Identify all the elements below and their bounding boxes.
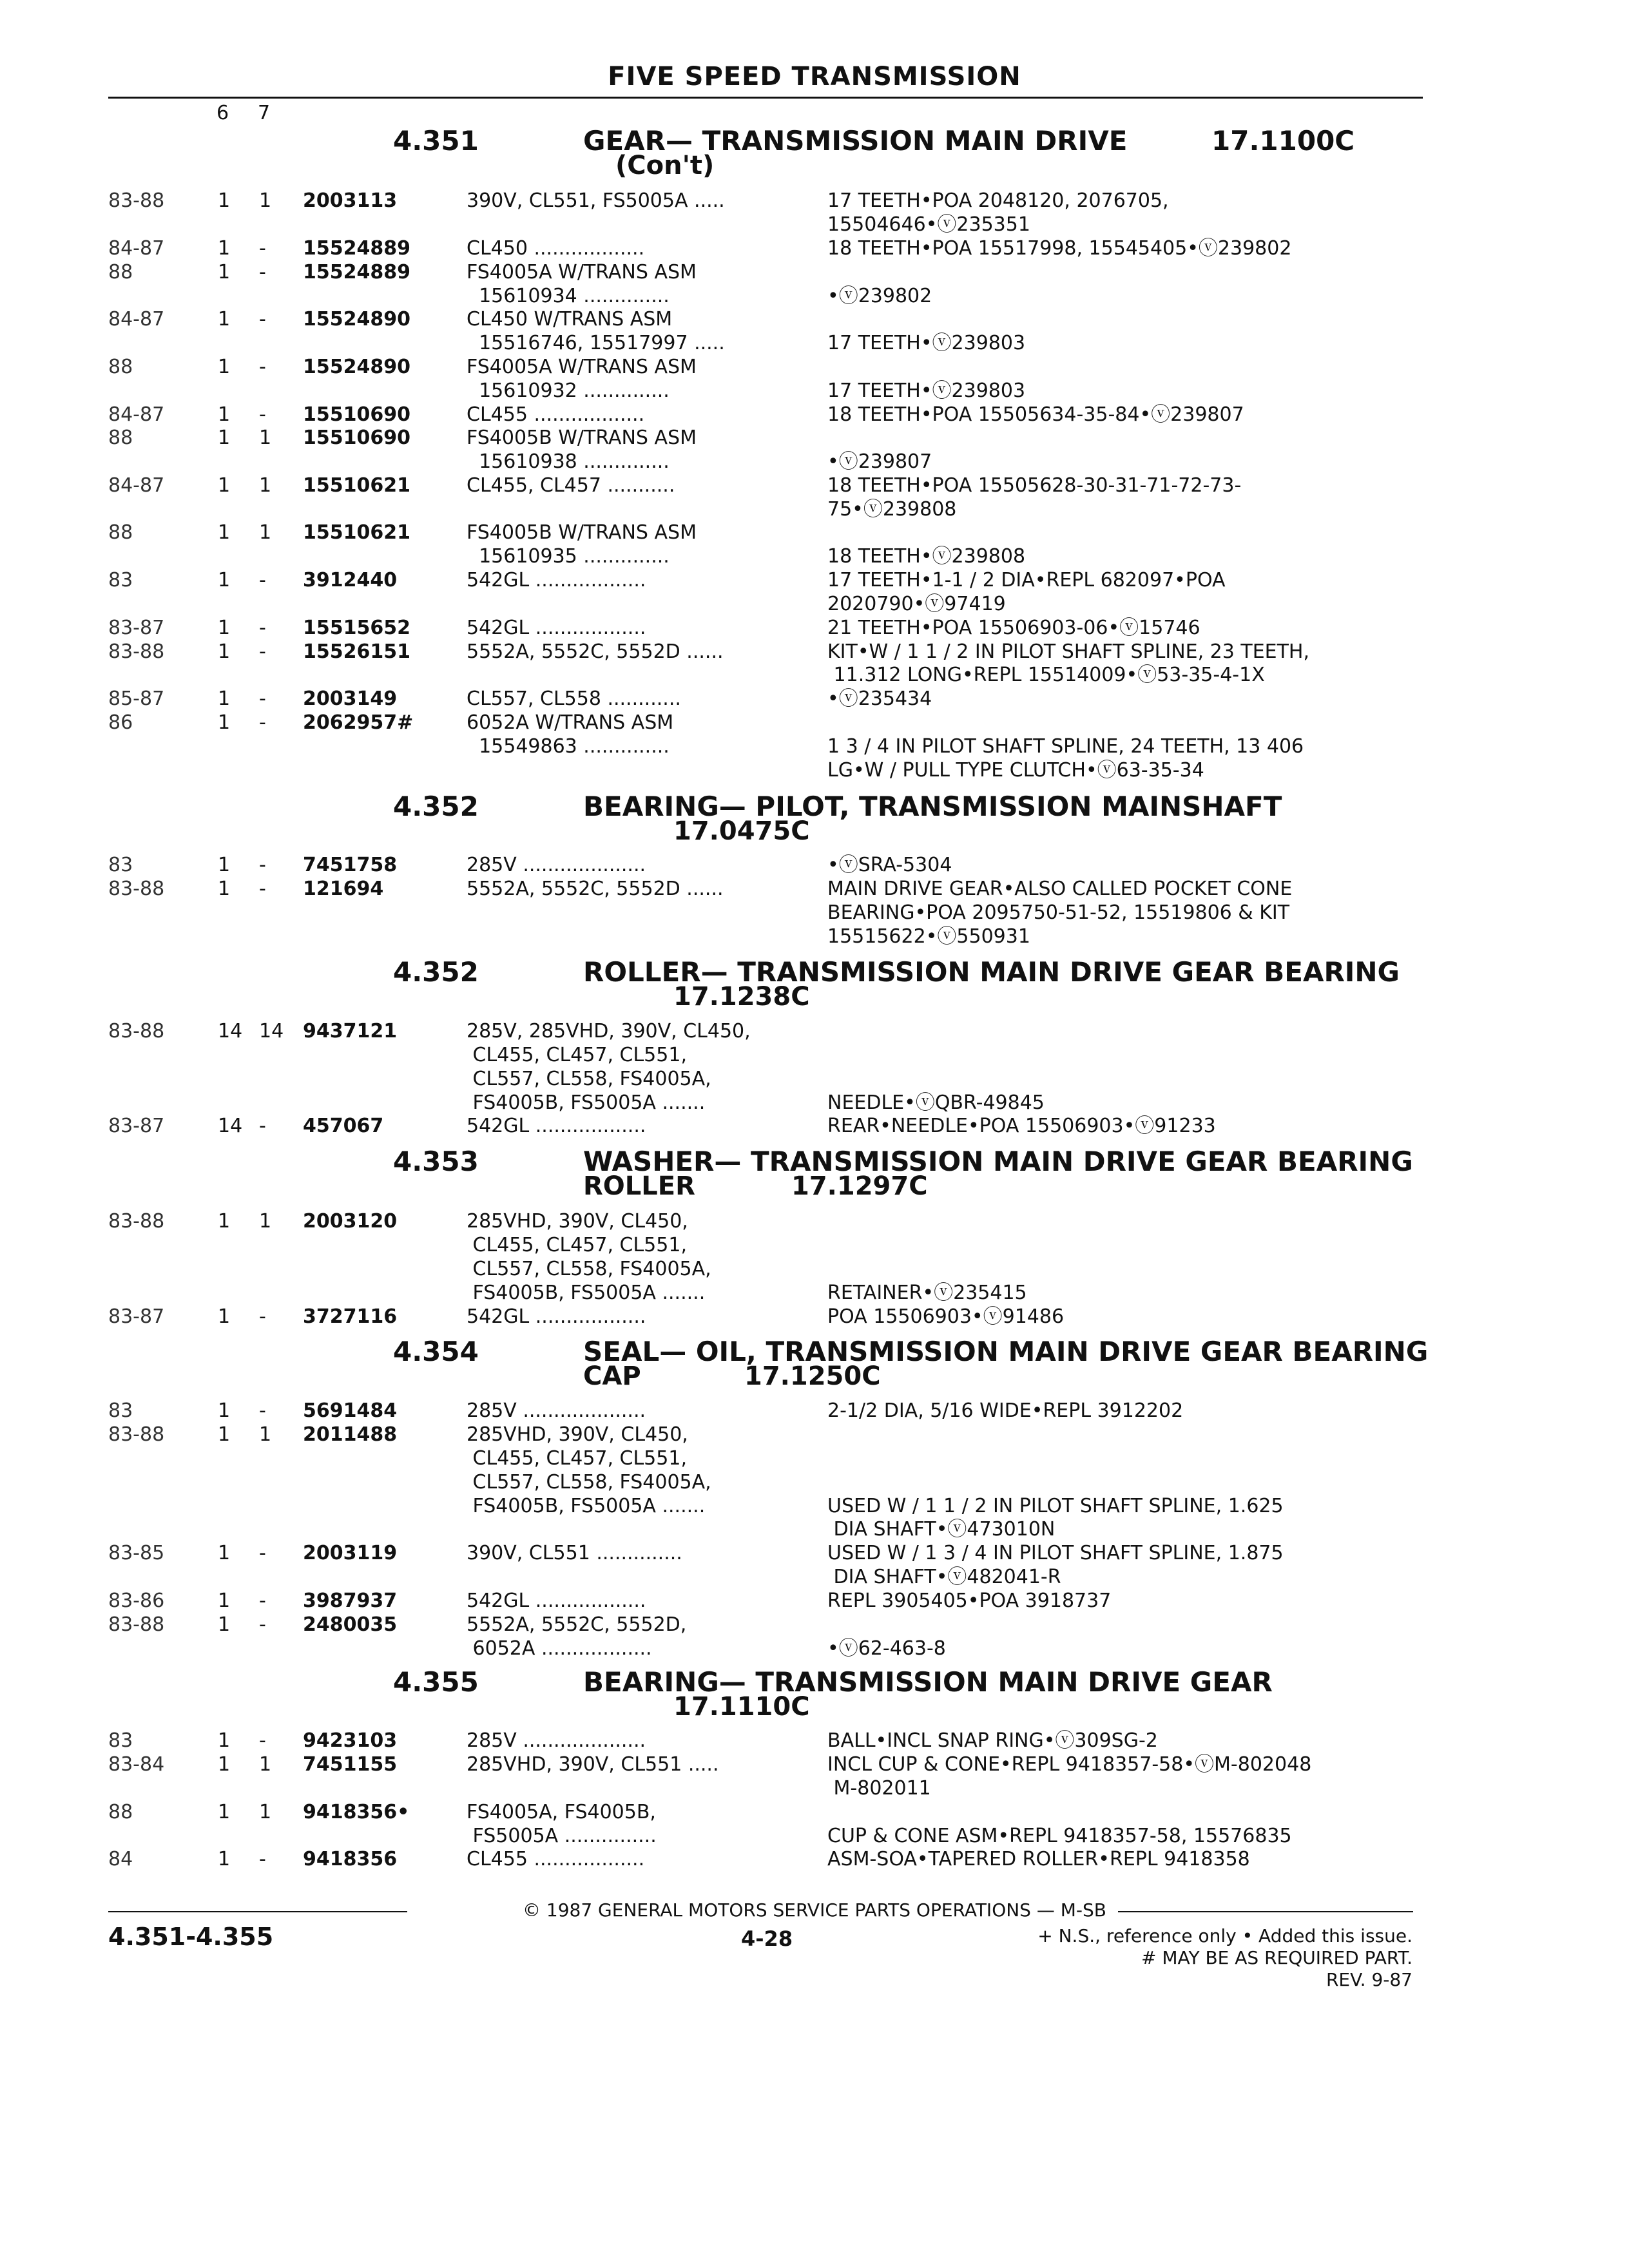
qty-col-6: 1 — [218, 1399, 231, 1422]
section-number: 4.354 — [393, 1336, 479, 1367]
application: 285VHD, 390V, CL450, — [467, 1210, 688, 1233]
qty-col-6: 1 — [218, 521, 231, 544]
qty-col-6: 1 — [218, 1305, 231, 1328]
application: CL450 W/TRANS ASM — [467, 308, 673, 331]
application: FS4005A W/TRANS ASM — [467, 356, 697, 378]
description: 17 TEETH•POA 2048120, 2076705, — [827, 189, 1169, 212]
application: CL557, CL558 ............ — [467, 687, 681, 710]
qty-col-7: - — [259, 687, 266, 710]
application: 15516746, 15517997 ..... — [467, 332, 725, 354]
application: 5552A, 5552C, 5552D, — [467, 1613, 687, 1636]
qty-col-6: 1 — [218, 1210, 231, 1233]
description: 2020790•ⓥ97419 — [827, 593, 1006, 615]
description: •ⓥ235434 — [827, 687, 932, 710]
model-years: 83-88 — [108, 878, 165, 900]
part-number: 15510690 — [303, 403, 410, 426]
qty-col-6: 1 — [218, 1801, 231, 1823]
qty-col-7: - — [259, 308, 266, 331]
description: LG•W / PULL TYPE CLUTCH•ⓥ63-35-34 — [827, 759, 1204, 782]
model-years: 83-88 — [108, 640, 165, 663]
description: DIA SHAFT•ⓥ473010N — [827, 1518, 1055, 1541]
description: 2-1/2 DIA, 5/16 WIDE•REPL 3912202 — [827, 1399, 1184, 1422]
model-years: 83-88 — [108, 1020, 165, 1043]
column-6-label: 6 — [217, 102, 229, 124]
model-years: 84-87 — [108, 237, 165, 260]
description: USED W / 1 3 / 4 IN PILOT SHAFT SPLINE, 1.875 — [827, 1542, 1284, 1564]
qty-col-7: 1 — [259, 521, 272, 544]
qty-col-7: 1 — [259, 1801, 272, 1823]
section-title: ROLLER— TRANSMISSION MAIN DRIVE GEAR BEARING — [583, 956, 1400, 988]
qty-col-6: 1 — [218, 687, 231, 710]
page-title: FIVE SPEED TRANSMISSION — [608, 62, 1021, 91]
part-number: 7451155 — [303, 1753, 398, 1776]
qty-col-7: - — [259, 1542, 266, 1564]
model-years: 83 — [108, 1729, 133, 1752]
part-number: 7451758 — [303, 854, 398, 876]
application: CL455, CL457, CL551, — [467, 1234, 687, 1256]
section-header — [0, 1666, 1629, 1738]
description: 11.312 LONG•REPL 15514009•ⓥ53-35-4-1X — [827, 664, 1265, 686]
description: 15515622•ⓥ550931 — [827, 925, 1030, 948]
header-rule — [108, 97, 1423, 99]
description: 18 TEETH•ⓥ239808 — [827, 545, 1026, 568]
part-number: 15524890 — [303, 308, 410, 331]
model-years: 88 — [108, 1801, 133, 1823]
revision: REV. 9-87 — [1325, 1969, 1412, 1990]
model-years: 84-87 — [108, 403, 165, 426]
application: 15610934 .............. — [467, 285, 670, 307]
qty-col-7: - — [259, 1613, 266, 1636]
application: 390V, CL551 .............. — [467, 1542, 682, 1564]
part-number: 3912440 — [303, 569, 398, 591]
qty-col-6: 14 — [218, 1115, 243, 1137]
application: 542GL .................. — [467, 617, 646, 639]
description: BALL•INCL SNAP RING•ⓥ309SG-2 — [827, 1729, 1158, 1752]
application: CL455 .................. — [467, 1848, 645, 1870]
description: 18 TEETH•POA 15505634-35-84•ⓥ239807 — [827, 403, 1244, 426]
application: 5552A, 5552C, 5552D ...... — [467, 640, 724, 663]
application: 285V, 285VHD, 390V, CL450, — [467, 1020, 751, 1043]
qty-col-7: - — [259, 1848, 266, 1870]
model-years: 83-84 — [108, 1753, 165, 1776]
section-number: 4.355 — [393, 1666, 479, 1698]
application: CL450 .................. — [467, 237, 645, 260]
description: M-802011 — [827, 1777, 931, 1800]
application: CL557, CL558, FS4005A, — [467, 1258, 711, 1280]
section-header — [0, 1146, 1629, 1218]
qty-col-6: 1 — [218, 427, 231, 449]
description: INCL CUP & CONE•REPL 9418357-58•ⓥM-802048 — [827, 1753, 1312, 1776]
application: CL557, CL558, FS4005A, — [467, 1068, 711, 1090]
qty-col-6: 1 — [218, 474, 231, 497]
application: 285V .................... — [467, 854, 646, 876]
model-years: 83-88 — [108, 1613, 165, 1636]
part-number: 15524889 — [303, 237, 410, 260]
part-number: 15524889 — [303, 261, 410, 284]
model-years: 84 — [108, 1848, 133, 1870]
application: CL557, CL558, FS4005A, — [467, 1471, 711, 1494]
model-years: 83-87 — [108, 1305, 165, 1328]
qty-col-6: 1 — [218, 1542, 231, 1564]
qty-col-6: 1 — [218, 1729, 231, 1752]
part-number: 15510621 — [303, 521, 410, 544]
description: REPL 3905405•POA 3918737 — [827, 1590, 1112, 1612]
description: •ⓥSRA-5304 — [827, 854, 952, 876]
part-number: 15510690 — [303, 427, 410, 449]
qty-col-6: 14 — [218, 1020, 243, 1043]
section-title: WASHER— TRANSMISSION MAIN DRIVE GEAR BEARING — [583, 1146, 1413, 1177]
model-years: 83-86 — [108, 1590, 165, 1612]
part-number: 2480035 — [303, 1613, 398, 1636]
application: 285VHD, 390V, CL551 ..... — [467, 1753, 719, 1776]
application: CL455, CL457, CL551, — [467, 1447, 687, 1470]
qty-col-7: - — [259, 1305, 266, 1328]
section-code: 17.1100C — [1211, 125, 1355, 157]
section-header — [0, 1336, 1629, 1408]
model-years: 83-87 — [108, 1115, 165, 1137]
part-number: 9423103 — [303, 1729, 398, 1752]
qty-col-6: 1 — [218, 1848, 231, 1870]
page-number: 4-28 — [741, 1927, 793, 1951]
description: 21 TEETH•POA 15506903-06•ⓥ15746 — [827, 617, 1200, 639]
qty-col-7: - — [259, 1729, 266, 1752]
application: 6052A W/TRANS ASM — [467, 711, 674, 734]
part-number: 121694 — [303, 878, 384, 900]
section-number: 4.352 — [393, 791, 479, 822]
description: •ⓥ62-463-8 — [827, 1637, 946, 1660]
section-code: 17.1238C — [673, 982, 810, 1012]
qty-col-7: 1 — [259, 427, 272, 449]
column-7-label: 7 — [258, 102, 271, 124]
section-title: SEAL— OIL, TRANSMISSION MAIN DRIVE GEAR BEARING — [583, 1336, 1429, 1367]
application: FS4005B, FS5005A ....... — [467, 1495, 706, 1517]
description: KIT•W / 1 1 / 2 IN PILOT SHAFT SPLINE, 23 TEETH, — [827, 640, 1310, 663]
part-number: 9418356• — [303, 1801, 410, 1823]
description: 1 3 / 4 IN PILOT SHAFT SPLINE, 24 TEETH, 13 406 — [827, 735, 1304, 758]
application: CL455, CL457, CL551, — [467, 1044, 687, 1066]
footnote-ns: + N.S., reference only • Added this issue. — [1037, 1925, 1412, 1946]
part-number: 9418356 — [303, 1848, 398, 1870]
application: 5552A, 5552C, 5552D ...... — [467, 878, 724, 900]
description: 15504646•ⓥ235351 — [827, 213, 1030, 236]
part-number: 2062957# — [303, 711, 414, 734]
qty-col-6: 1 — [218, 403, 231, 426]
application: FS4005B W/TRANS ASM — [467, 521, 697, 544]
part-number: 2003113 — [303, 189, 398, 212]
section-header — [0, 791, 1629, 863]
application: FS4005B, FS5005A ....... — [467, 1091, 706, 1114]
application: 285VHD, 390V, CL450, — [467, 1423, 688, 1446]
qty-col-7: 1 — [259, 1423, 272, 1446]
qty-col-7: - — [259, 569, 266, 591]
qty-col-6: 1 — [218, 640, 231, 663]
application: FS4005A W/TRANS ASM — [467, 261, 697, 284]
model-years: 88 — [108, 521, 133, 544]
qty-col-7: 1 — [259, 189, 272, 212]
application: 15610932 .............. — [467, 380, 670, 402]
qty-col-7: - — [259, 237, 266, 260]
model-years: 88 — [108, 261, 133, 284]
section-title: GEAR— TRANSMISSION MAIN DRIVE — [583, 125, 1128, 157]
section-code: 17.1110C — [673, 1692, 810, 1722]
qty-col-7: - — [259, 1399, 266, 1422]
description: RETAINER•ⓥ235415 — [827, 1282, 1027, 1304]
section-code: 17.1250C — [744, 1361, 881, 1391]
application: CL455, CL457 ........... — [467, 474, 675, 497]
qty-col-6: 1 — [218, 878, 231, 900]
description: NEEDLE•ⓥQBR-49845 — [827, 1091, 1045, 1114]
model-years: 85-87 — [108, 687, 165, 710]
qty-col-6: 1 — [218, 854, 231, 876]
application: FS4005A, FS4005B, — [467, 1801, 656, 1823]
section-number: 4.351 — [393, 125, 479, 157]
application: 15610935 .............. — [467, 545, 670, 568]
qty-col-7: - — [259, 878, 266, 900]
part-number: 15510621 — [303, 474, 410, 497]
qty-col-6: 1 — [218, 237, 231, 260]
footnote-required: # MAY BE AS REQUIRED PART. — [1141, 1947, 1412, 1968]
qty-col-7: - — [259, 403, 266, 426]
section-header — [0, 956, 1629, 1028]
qty-col-6: 1 — [218, 189, 231, 212]
application: 6052A .................. — [467, 1637, 652, 1660]
model-years: 83 — [108, 1399, 133, 1422]
section-code: 17.0475C — [673, 816, 810, 846]
part-number: 5691484 — [303, 1399, 398, 1422]
description: USED W / 1 1 / 2 IN PILOT SHAFT SPLINE, 1.625 — [827, 1495, 1284, 1517]
section-subtitle: ROLLER — [583, 1171, 695, 1201]
qty-col-6: 1 — [218, 261, 231, 284]
part-number: 457067 — [303, 1115, 384, 1137]
qty-col-6: 1 — [218, 711, 231, 734]
application: 285V .................... — [467, 1399, 646, 1422]
application: 542GL .................. — [467, 1590, 646, 1612]
qty-col-7: - — [259, 617, 266, 639]
description: MAIN DRIVE GEAR•ALSO CALLED POCKET CONE — [827, 878, 1293, 900]
description: •ⓥ239802 — [827, 285, 932, 307]
model-years: 83-88 — [108, 189, 165, 212]
part-number: 3987937 — [303, 1590, 398, 1612]
application: 542GL .................. — [467, 1305, 646, 1328]
section-header — [0, 125, 1629, 197]
description: ASM-SOA•TAPERED ROLLER•REPL 9418358 — [827, 1848, 1250, 1870]
section-range: 4.351-4.355 — [108, 1923, 274, 1951]
qty-col-7: - — [259, 854, 266, 876]
part-number: 2003119 — [303, 1542, 398, 1564]
description: •ⓥ239807 — [827, 450, 932, 473]
part-number: 15524890 — [303, 356, 410, 378]
application: 542GL .................. — [467, 1115, 646, 1137]
model-years: 84-87 — [108, 308, 165, 331]
description: 17 TEETH•1-1 / 2 DIA•REPL 682097•POA — [827, 569, 1226, 591]
model-years: 83-88 — [108, 1423, 165, 1446]
description: 18 TEETH•POA 15505628-30-31-71-72-73- — [827, 474, 1242, 497]
description: 17 TEETH•ⓥ239803 — [827, 380, 1026, 402]
section-title: BEARING— TRANSMISSION MAIN DRIVE GEAR — [583, 1666, 1273, 1698]
qty-col-6: 1 — [218, 569, 231, 591]
model-years: 83-88 — [108, 1210, 165, 1233]
section-code: 17.1297C — [791, 1171, 928, 1201]
description: 17 TEETH•ⓥ239803 — [827, 332, 1026, 354]
qty-col-7: 1 — [259, 474, 272, 497]
description: DIA SHAFT•ⓥ482041-R — [827, 1566, 1061, 1588]
application: 542GL .................. — [467, 569, 646, 591]
copyright: © 1987 GENERAL MOTORS SERVICE PARTS OPERATIONS — M-SB — [523, 1899, 1106, 1921]
model-years: 88 — [108, 356, 133, 378]
qty-col-6: 1 — [218, 1423, 231, 1446]
qty-col-7: - — [259, 640, 266, 663]
qty-col-6: 1 — [218, 1753, 231, 1776]
qty-col-6: 1 — [218, 308, 231, 331]
description: POA 15506903•ⓥ91486 — [827, 1305, 1065, 1328]
qty-col-6: 1 — [218, 617, 231, 639]
application: FS5005A ............... — [467, 1825, 657, 1847]
section-subtitle: (Con't) — [615, 151, 715, 180]
qty-col-7: - — [259, 1115, 266, 1137]
model-years: 86 — [108, 711, 133, 734]
description: 18 TEETH•POA 15517998, 15545405•ⓥ239802 — [827, 237, 1292, 260]
part-number: 15515652 — [303, 617, 410, 639]
part-number: 15526151 — [303, 640, 410, 663]
model-years: 83 — [108, 854, 133, 876]
section-title: BEARING— PILOT, TRANSMISSION MAINSHAFT — [583, 791, 1282, 822]
model-years: 83 — [108, 569, 133, 591]
description: REAR•NEEDLE•POA 15506903•ⓥ91233 — [827, 1115, 1216, 1137]
application: FS4005B W/TRANS ASM — [467, 427, 697, 449]
section-subtitle: CAP — [583, 1361, 641, 1391]
qty-col-7: 14 — [259, 1020, 284, 1043]
part-number: 2011488 — [303, 1423, 398, 1446]
model-years: 83-85 — [108, 1542, 165, 1564]
part-number: 3727116 — [303, 1305, 398, 1328]
section-number: 4.353 — [393, 1146, 479, 1177]
application: 15549863 .............. — [467, 735, 670, 758]
description: BEARING•POA 2095750-51-52, 15519806 & KIT — [827, 901, 1290, 924]
qty-col-6: 1 — [218, 1613, 231, 1636]
qty-col-7: - — [259, 711, 266, 734]
part-number: 9437121 — [303, 1020, 398, 1043]
qty-col-7: - — [259, 356, 266, 378]
application: CL455 .................. — [467, 403, 645, 426]
application: FS4005B, FS5005A ....... — [467, 1282, 706, 1304]
model-years: 84-87 — [108, 474, 165, 497]
qty-col-7: - — [259, 1590, 266, 1612]
qty-col-6: 1 — [218, 1590, 231, 1612]
section-number: 4.352 — [393, 956, 479, 988]
part-number: 2003149 — [303, 687, 398, 710]
application: 15610938 .............. — [467, 450, 670, 473]
application: 390V, CL551, FS5005A ..... — [467, 189, 725, 212]
model-years: 88 — [108, 427, 133, 449]
qty-col-7: 1 — [259, 1753, 272, 1776]
part-number: 2003120 — [303, 1210, 398, 1233]
qty-col-6: 1 — [218, 356, 231, 378]
qty-col-7: - — [259, 261, 266, 284]
description: 75•ⓥ239808 — [827, 498, 957, 521]
model-years: 83-87 — [108, 617, 165, 639]
qty-col-7: 1 — [259, 1210, 272, 1233]
description: CUP & CONE ASM•REPL 9418357-58, 15576835 — [827, 1825, 1292, 1847]
application: 285V .................... — [467, 1729, 646, 1752]
